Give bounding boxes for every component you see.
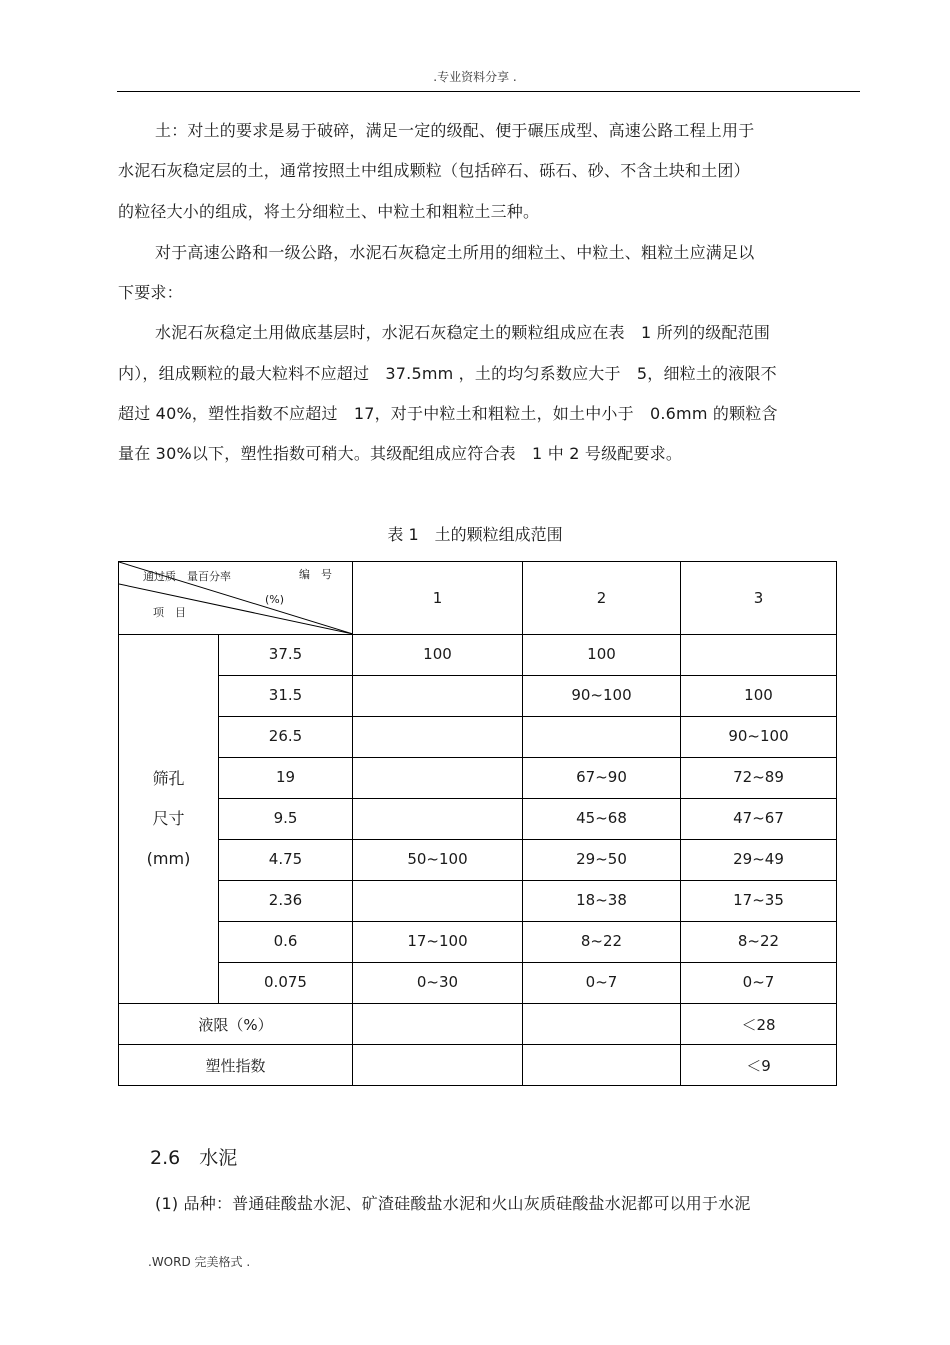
page-header: .专业资料分享 .: [433, 70, 517, 84]
table-row: [119, 758, 837, 799]
corner-label-number: 编 号: [299, 568, 332, 581]
paragraph-line: 水泥石灰稳定层的土，通常按照土中组成颗粒（包括碎石、砾石、砂、不含土块和土团）: [118, 161, 750, 180]
header-rule: [117, 91, 860, 92]
grading-cell: 8~22: [523, 922, 681, 963]
grading-cell: 0~30: [353, 963, 523, 1004]
corner-label-item: 项 目: [153, 606, 186, 619]
grading-cell: 29~49: [681, 840, 837, 881]
sieve-size-cell: 9.5: [219, 799, 353, 840]
grading-cell: [523, 717, 681, 758]
table-row: [119, 717, 837, 758]
table-row: [119, 881, 837, 922]
paragraph-line: 对于高速公路和一级公路，水泥石灰稳定土所用的细粒土、中粒土、粗粒土应满足以: [155, 243, 755, 262]
grading-cell: 8~22: [681, 922, 837, 963]
section-heading: 2.6 水泥: [150, 1147, 238, 1169]
paragraph-line: 的粒径大小的组成，将土分细粒土、中粒土和粗粒土三种。: [118, 202, 540, 221]
grading-cell: [353, 881, 523, 922]
grading-cell: 72~89: [681, 758, 837, 799]
grading-cell: 45~68: [523, 799, 681, 840]
table-header-row: [119, 562, 837, 635]
plasticity-index-label: 塑性指数: [119, 1045, 353, 1086]
grading-cell: [353, 717, 523, 758]
sieve-size-cell: 26.5: [219, 717, 353, 758]
grading-cell: 29~50: [523, 840, 681, 881]
grading-cell: 17~100: [353, 922, 523, 963]
col-header: 3: [681, 562, 837, 635]
table-row: [119, 922, 837, 963]
table-row: [119, 1004, 837, 1045]
grading-cell: 50~100: [353, 840, 523, 881]
grading-cell: 17~35: [681, 881, 837, 922]
sieve-size-cell: 0.075: [219, 963, 353, 1004]
paragraph-line: 下要求：: [118, 283, 183, 302]
paragraph-line: 超过 40%，塑性指数不应超过 17，对于中粒土和粗粒土，如土中小于 0.6mm 的颗粒含: [118, 404, 778, 423]
grading-cell: ＜28: [681, 1004, 837, 1045]
grading-cell: 100: [523, 635, 681, 676]
table-row: [119, 676, 837, 717]
sieve-size-cell: 37.5: [219, 635, 353, 676]
grading-cell: ＜9: [681, 1045, 837, 1086]
grading-cell: 18~38: [523, 881, 681, 922]
sieve-label-line: 筛孔: [152, 769, 185, 788]
gradation-table: [118, 561, 837, 1086]
sieve-size-cell: 4.75: [219, 840, 353, 881]
corner-label-passing: 通过质 量百分率: [143, 570, 231, 583]
grading-cell: [353, 1004, 523, 1045]
col-header: 2: [523, 562, 681, 635]
sieve-label-line: 尺寸: [152, 809, 185, 828]
table-row: [119, 963, 837, 1004]
table-row: [119, 799, 837, 840]
table-row: [119, 1045, 837, 1086]
paragraph-line: 土：对土的要求是易于破碎，满足一定的级配、便于碾压成型、高速公路工程上用于: [155, 121, 755, 140]
page-footer: .WORD 完美格式 .: [148, 1255, 251, 1269]
liquid-limit-label: 液限（%）: [119, 1004, 353, 1045]
paragraph-line: 内），组成颗粒的最大粒料不应超过 37.5mm ，土的均匀系数应大于 5，细粒土的液限不: [118, 364, 777, 383]
sieve-label-line: (mm): [146, 849, 191, 868]
sieve-size-cell: 19: [219, 758, 353, 799]
grading-cell: [353, 799, 523, 840]
grading-cell: [523, 1004, 681, 1045]
sieve-size-cell: 31.5: [219, 676, 353, 717]
grading-cell: [523, 1045, 681, 1086]
table-row: [119, 840, 837, 881]
grading-cell: 0~7: [681, 963, 837, 1004]
diagonal-header-cell: [119, 562, 353, 635]
col-header: 1: [353, 562, 523, 635]
sieve-size-cell: 2.36: [219, 881, 353, 922]
sieve-size-group-label: [119, 635, 219, 1004]
grading-cell: 0~7: [523, 963, 681, 1004]
grading-cell: [353, 758, 523, 799]
grading-cell: 100: [681, 676, 837, 717]
paragraph-line: 量在 30%以下，塑性指数可稍大。其级配组成应符合表 1 中 2 号级配要求。: [118, 444, 683, 463]
table-caption: 表 1 土的颗粒组成范围: [387, 525, 563, 544]
grading-cell: 100: [353, 635, 523, 676]
corner-label-unit: (%): [265, 593, 285, 606]
grading-cell: [681, 635, 837, 676]
paragraph-line: 水泥石灰稳定土用做底基层时，水泥石灰稳定土的颗粒组成应在表 1 所列的级配范围: [155, 323, 771, 342]
grading-cell: 90~100: [681, 717, 837, 758]
table-row: [119, 635, 837, 676]
grading-cell: 47~67: [681, 799, 837, 840]
grading-cell: [353, 676, 523, 717]
paragraph-line: (1) 品种：普通硅酸盐水泥、矿渣硅酸盐水泥和火山灰质硅酸盐水泥都可以用于水泥: [155, 1194, 751, 1213]
sieve-size-cell: 0.6: [219, 922, 353, 963]
grading-cell: 90~100: [523, 676, 681, 717]
grading-cell: [353, 1045, 523, 1086]
grading-cell: 67~90: [523, 758, 681, 799]
